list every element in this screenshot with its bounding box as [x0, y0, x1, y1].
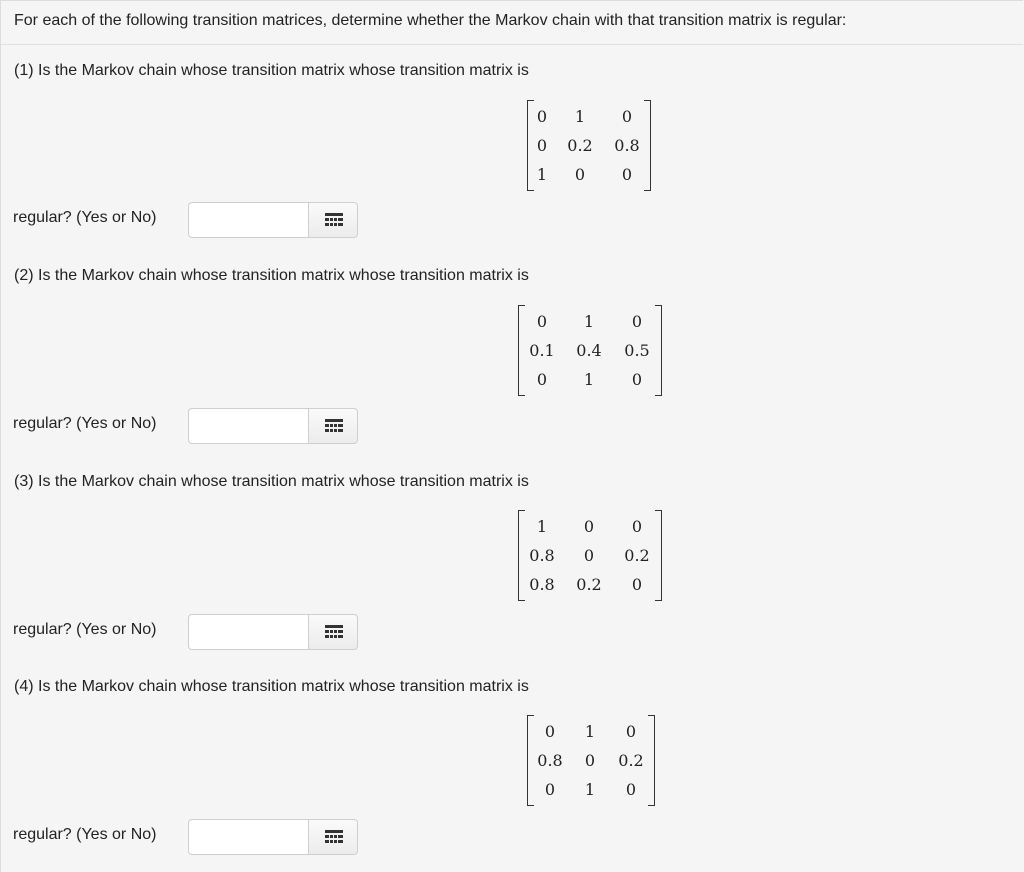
- matrix-cell: 0.2: [624, 546, 650, 565]
- matrix-cell: 0: [583, 517, 595, 536]
- question-4-palette-button[interactable]: [308, 819, 358, 855]
- matrix-cell: 0: [631, 370, 643, 389]
- matrix-cell: 1: [536, 165, 548, 184]
- matrix-cell: 0.8: [529, 546, 555, 565]
- question-3-matrix: [518, 510, 662, 601]
- matrix-row: [519, 365, 661, 394]
- matrix-cell: 0.2: [567, 136, 593, 155]
- matrix-cell: 0: [631, 517, 643, 536]
- matrix-cell: 0: [631, 575, 643, 594]
- question-2-matrix: [518, 305, 662, 396]
- matrix-cell: 0: [544, 780, 556, 799]
- question-4-answer-input[interactable]: [188, 819, 308, 855]
- matrix-cell: 1: [583, 370, 595, 389]
- question-1-answer-label: regular? (Yes or No): [13, 209, 157, 226]
- matrix-row: [519, 512, 661, 541]
- matrix-cell: 0: [625, 722, 637, 741]
- matrix-cell: 1: [584, 780, 596, 799]
- question-3-prompt: (3) Is the Markov chain whose transition matrix whose transition matrix is: [14, 473, 529, 490]
- matrix-cell: 0: [574, 165, 586, 184]
- problem-intro: For each of the following transition matrices, determine whether the Markov chain with that transition matrix is regular:: [14, 12, 847, 29]
- equation-palette-icon: [325, 625, 343, 639]
- question-2-prompt: (2) Is the Markov chain whose transition matrix whose transition matrix is: [14, 267, 529, 284]
- matrix-cell: 1: [583, 312, 595, 331]
- equation-palette-icon: [325, 419, 343, 433]
- equation-palette-icon: [325, 830, 343, 844]
- matrix-row: [528, 717, 654, 746]
- matrix-cell: 0: [536, 107, 548, 126]
- matrix-cell: 0.5: [624, 341, 650, 360]
- matrix-row: [528, 746, 654, 775]
- matrix-cell: 1: [574, 107, 586, 126]
- question-3-answer-input[interactable]: [188, 614, 308, 650]
- matrix-row: [528, 160, 650, 189]
- equation-palette-icon: [325, 213, 343, 227]
- question-2-answer-label: regular? (Yes or No): [13, 415, 157, 432]
- question-1-prompt: (1) Is the Markov chain whose transition matrix whose transition matrix is: [14, 62, 529, 79]
- question-2-answer-input[interactable]: [188, 408, 308, 444]
- matrix-cell: 0.8: [537, 751, 563, 770]
- matrix-cell: 0.4: [576, 341, 602, 360]
- question-1-palette-button[interactable]: [308, 202, 358, 238]
- matrix-cell: 0: [536, 370, 548, 389]
- question-4-answer-label: regular? (Yes or No): [13, 826, 157, 843]
- matrix-row: [528, 775, 654, 804]
- matrix-row: [519, 307, 661, 336]
- matrix-row: [519, 336, 661, 365]
- matrix-cell: 0: [621, 165, 633, 184]
- matrix-cell: 0.2: [576, 575, 602, 594]
- matrix-cell: 0: [583, 546, 595, 565]
- matrix-cell: 0: [631, 312, 643, 331]
- matrix-cell: 0.8: [529, 575, 555, 594]
- matrix-row: [528, 131, 650, 160]
- matrix-cell: 0: [621, 107, 633, 126]
- matrix-cell: 0.1: [529, 341, 555, 360]
- question-4-matrix: [527, 715, 655, 806]
- matrix-cell: 0.2: [618, 751, 644, 770]
- question-3-answer-label: regular? (Yes or No): [13, 621, 157, 638]
- matrix-row: [528, 102, 650, 131]
- matrix-cell: 1: [536, 517, 548, 536]
- question-3-palette-button[interactable]: [308, 614, 358, 650]
- matrix-cell: 0: [536, 136, 548, 155]
- question-2-palette-button[interactable]: [308, 408, 358, 444]
- question-1-answer-input[interactable]: [188, 202, 308, 238]
- divider: [1, 44, 1023, 45]
- matrix-cell: 1: [584, 722, 596, 741]
- question-4-prompt: (4) Is the Markov chain whose transition matrix whose transition matrix is: [14, 678, 529, 695]
- matrix-cell: 0: [536, 312, 548, 331]
- matrix-cell: 0: [544, 722, 556, 741]
- matrix-cell: 0: [584, 751, 596, 770]
- question-1-matrix: [527, 100, 651, 191]
- matrix-cell: 0: [625, 780, 637, 799]
- matrix-row: [519, 541, 661, 570]
- matrix-row: [519, 570, 661, 599]
- matrix-cell: 0.8: [614, 136, 640, 155]
